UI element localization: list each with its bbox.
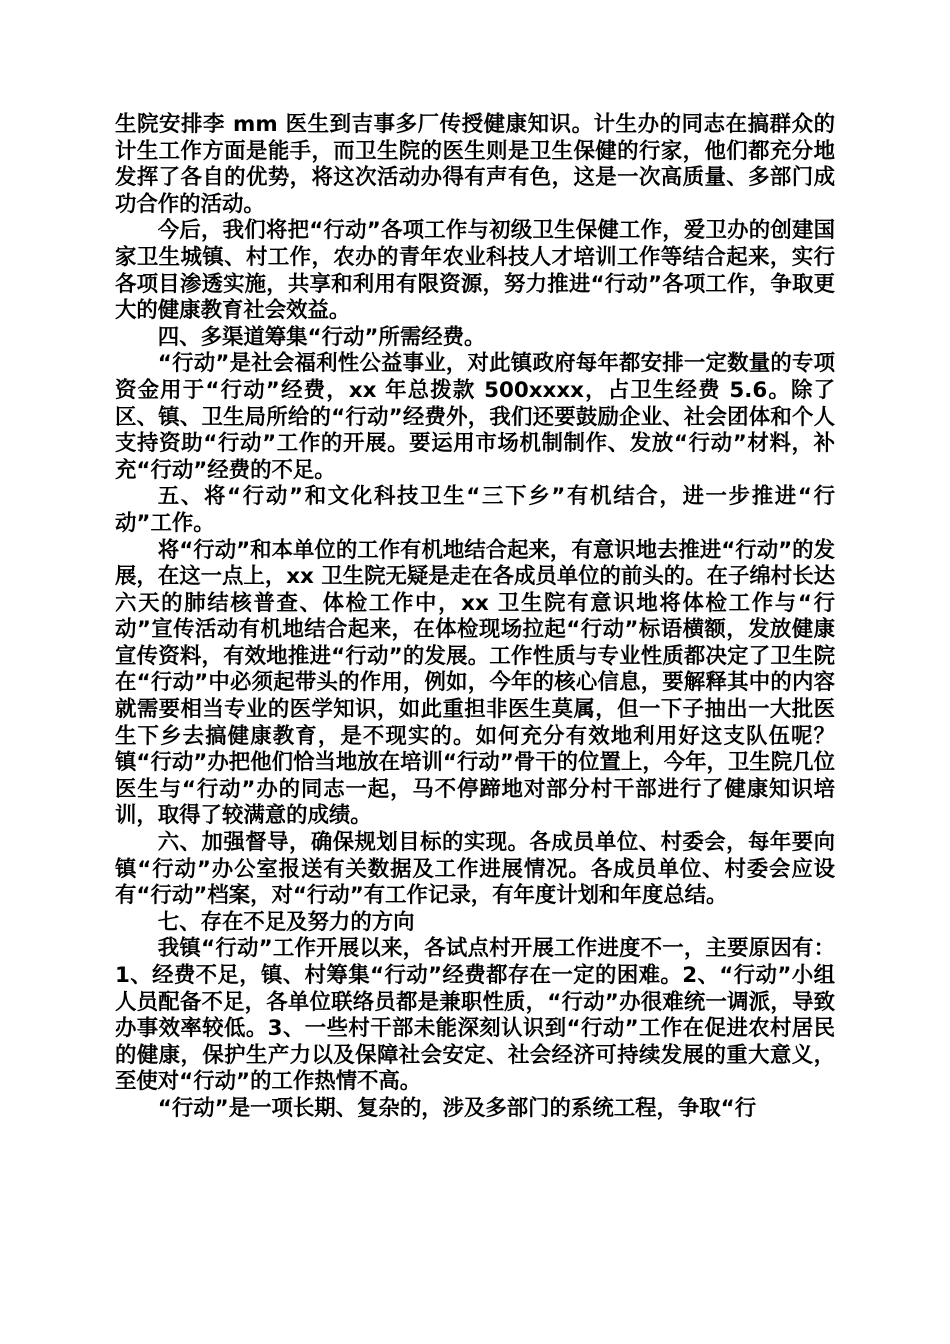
- section-heading-5: 五、将“行动”和文化科技卫生“三下乡”有机结合，进一步推进“行动”工作。: [115, 484, 835, 536]
- paragraph-4: 将“行动”和本单位的工作有机地结合起来，有意识地去推进“行动”的发展，在这一点上，xx 卫生院无疑是走在各成员单位的前头的。在子绵村长达六天的肺结核普查、体检工作中，xx 卫生院有意识地将体检工作与“行动”宣传活动有机地结合起来，在体检现场拉起“行动”标语横额，发放健康宣传资料，有效地推进“行动”的发展。工作性质与专业性质都决定了卫生院在“行动”中必须起带头的作用，例如，今年的核心信息，要解释其中的内容就需要相当专业的医学知识，如此重担非医生莫属，但一下子抽出一大批医生下乡去搞健康教育，是不现实的。如何充分有效地利用好这支队伍呢？镇“行动”办把他们恰当地放在培训“行动”骨干的位置上，今年，卫生院几位医生与“行动”办的同志一起，马不停蹄地对部分村干部进行了健康知识培训，取得了较满意的成绩。: [115, 537, 835, 829]
- section-heading-4: 四、多渠道筹集“行动”所需经费。: [157, 324, 486, 350]
- paragraph-6: “行动”是一项长期、复杂的，涉及多部门的系统工程，争取“行: [157, 1095, 757, 1121]
- document-body: [115, 112, 835, 1123]
- paragraph-2: 今后，我们将把“行动”各项工作与初级卫生保健工作，爱卫办的创建国家卫生城镇、村工作，农办的青年农业科技人才培训工作等结合起来，实行各项目渗透实施，共享和利用有限资源，努力推进“行动”各项工作，争取更大的健康教育社会效益。: [115, 218, 835, 324]
- paragraph-1: 生院安排李 mm 医生到吉事多厂传授健康知识。计生办的同志在搞群众的计生工作方面是能手，而卫生院的医生则是卫生保健的行家，他们都充分地发挥了各自的优势，将这次活动办得有声有色，这是一次高质量、多部门成功合作的活动。: [115, 112, 835, 217]
- paragraph-5: 我镇“行动”工作开展以来，各试点村开展工作进度不一，主要原因有：1、经费不足，镇、村筹集“行动”经费都存在一定的困难。2、“行动”小组人员配备不足，各单位联络员都是兼职性质，“行动”办很难统一调派，导致办事效率较低。3、一些村干部未能深刻认识到“行动”工作在促进农村居民的健康，保护生产力以及保障社会安定、社会经济可持续发展的重大意义，至使对“行动”的工作热情不高。: [115, 936, 835, 1095]
- paragraph-3: “行动”是社会福利性公益事业，对此镇政府每年都安排一定数量的专项资金用于“行动”经费，xx 年总拨款 500xxxx，占卫生经费 5.6。除了区、镇、卫生局所给的“行动”经费外，我们还要鼓励企业、社会团体和个人支持资助“行动”工作的开展。要运用市场机制制作、发放“行动”材料，补充“行动”经费的不足。: [115, 351, 835, 483]
- section-heading-6: 六、加强督导，确保规划目标的实现。各成员单位、村委会，每年要向镇“行动”办公室报送有关数据及工作进展情况。各成员单位、村委会应设有“行动”档案，对“行动”有工作记录，有年度计划和年度总结。: [115, 830, 835, 909]
- section-heading-7: 七、存在不足及努力的方向: [157, 909, 415, 935]
